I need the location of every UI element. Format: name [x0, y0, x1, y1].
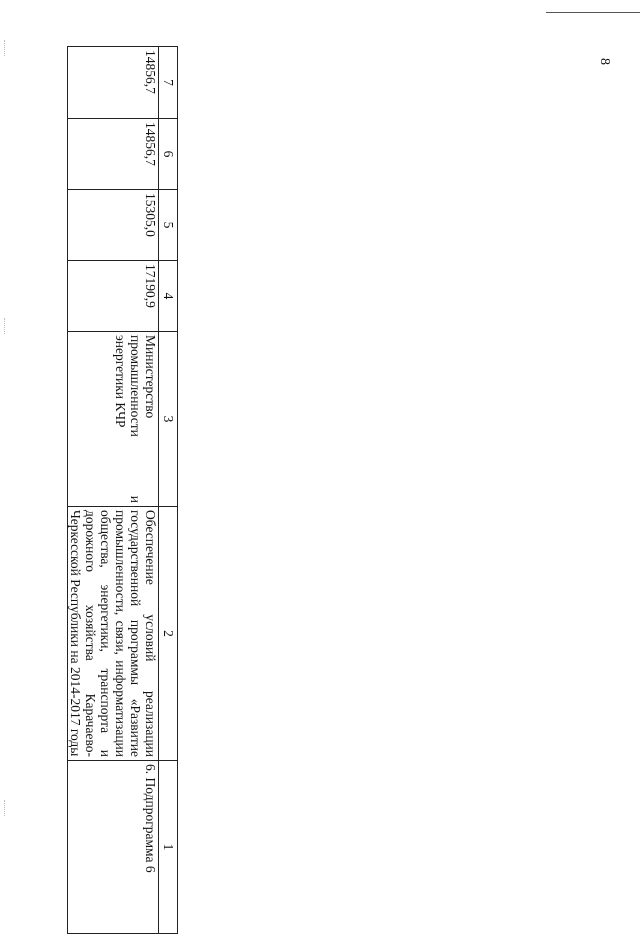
column-number: 6 — [159, 119, 178, 190]
amount-cell-col4: 17190,9 — [68, 261, 159, 332]
scan-edge-line — [546, 12, 640, 13]
column-number: 1 — [159, 761, 178, 934]
amount-cell-col5: 15305,0 — [68, 190, 159, 261]
column-number: 3 — [159, 332, 178, 507]
column-number: 4 — [159, 261, 178, 332]
ministry-cell: Министерство промышленности и энергетики КЧР — [68, 332, 159, 507]
scan-margin-dots — [4, 318, 6, 334]
column-number: 7 — [159, 47, 178, 119]
table-row — [68, 47, 159, 934]
column-number-row — [159, 47, 178, 934]
scan-margin-dots — [4, 800, 6, 816]
column-number: 2 — [159, 507, 178, 761]
page-number: 8 — [597, 58, 612, 65]
description-cell: Обеспечение условий реализации государственной программы «Развитие промышленности, связи, информатизации общества, энергетики, транспорта и дорожного хозяйства Карачаево-Черкесской Республики на 2014-2017 годы — [68, 507, 159, 761]
column-number: 5 — [159, 190, 178, 261]
amount-cell-col7: 14856,7 — [68, 47, 159, 119]
scan-margin-dots — [4, 40, 6, 56]
amount-cell-col6: 14856,7 — [68, 119, 159, 190]
budget-table — [67, 46, 178, 934]
rotated-table-sheet — [68, 46, 178, 873]
subprogram-cell: 6. Подпрограмма 6 — [68, 761, 159, 934]
